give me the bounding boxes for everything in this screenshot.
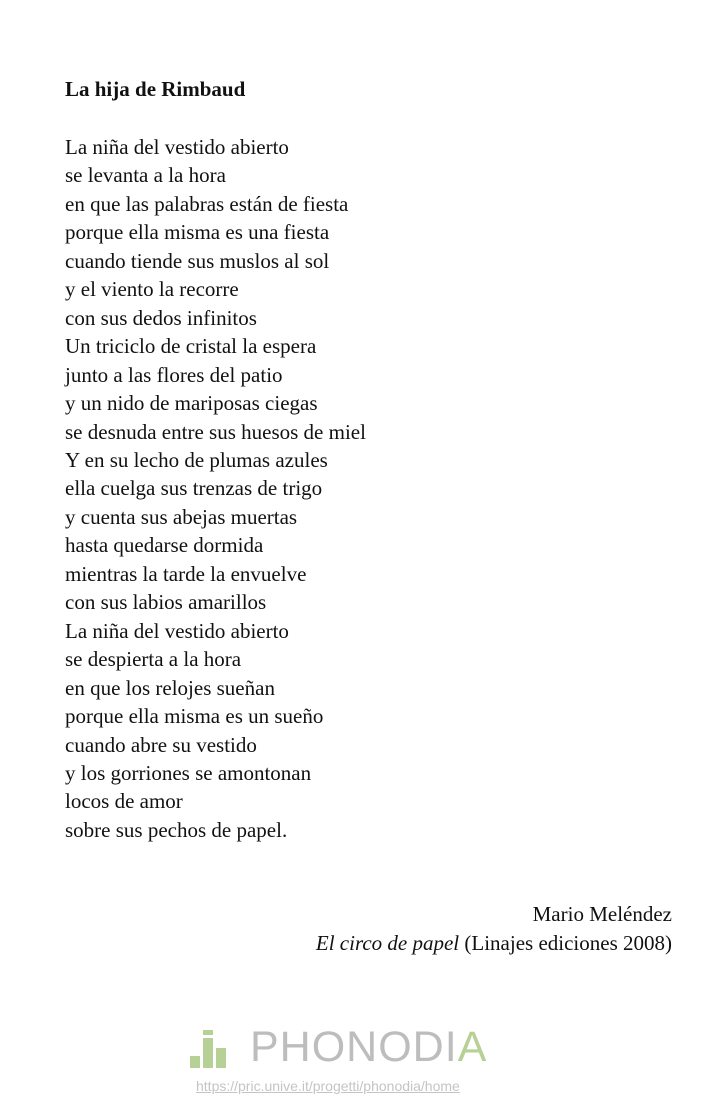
verse-line: ella cuelga sus trenzas de trigo bbox=[65, 476, 323, 501]
verse-line: La niña del vestido abierto bbox=[65, 618, 289, 643]
verse-line: locos de amor bbox=[65, 789, 183, 814]
poem-title: La hija de Rimbaud bbox=[65, 77, 246, 101]
book-title: El circo de papel bbox=[315, 931, 460, 955]
verse-line: Y en su lecho de plumas azules bbox=[65, 447, 328, 472]
verse-line: y el viento la recorre bbox=[65, 277, 239, 302]
verse-line: sobre sus pechos de papel. bbox=[65, 817, 288, 842]
verse-line: se desnuda entre sus huesos de miel bbox=[65, 419, 366, 444]
verse-line: con sus dedos infinitos bbox=[65, 305, 257, 330]
bar-chart-icon bbox=[190, 1030, 236, 1068]
logo-wordmark bbox=[250, 1023, 488, 1071]
poem-body bbox=[65, 133, 366, 844]
verse-line: Un triciclo de cristal la espera bbox=[65, 334, 317, 359]
source-line bbox=[316, 929, 672, 958]
publisher-info: (Linajes ediciones 2008) bbox=[459, 931, 672, 955]
verse-line: en que los relojes sueñan bbox=[65, 675, 275, 700]
verse-line: junto a las flores del patio bbox=[65, 362, 283, 387]
verse-line: en que las palabras están de fiesta bbox=[65, 191, 349, 216]
verse-line: y los gorriones se amontonan bbox=[65, 760, 312, 785]
phonodia-logo bbox=[190, 1023, 488, 1071]
verse-line: y un nido de mariposas ciegas bbox=[65, 391, 318, 416]
verse-line: con sus labios amarillos bbox=[65, 590, 267, 615]
logo-wordmark-main: PHONODI bbox=[250, 1023, 458, 1071]
author-name: Mario Meléndez bbox=[532, 902, 672, 926]
attribution bbox=[316, 900, 672, 958]
verse-line: se despierta a la hora bbox=[65, 647, 242, 672]
verse-line: porque ella misma es una fiesta bbox=[65, 220, 330, 245]
verse-line: hasta quedarse dormida bbox=[65, 533, 264, 558]
verse-line: mientras la tarde la envuelve bbox=[65, 561, 307, 586]
verse-line: y cuenta sus abejas muertas bbox=[65, 504, 298, 529]
verse-line: cuando tiende sus muslos al sol bbox=[65, 248, 330, 273]
verse-line: porque ella misma es un sueño bbox=[65, 704, 324, 729]
logo-wordmark-accent: A bbox=[457, 1023, 488, 1071]
verse-line: La niña del vestido abierto bbox=[65, 135, 289, 159]
verse-line: se levanta a la hora bbox=[65, 163, 226, 188]
verse-line: cuando abre su vestido bbox=[65, 732, 257, 757]
project-url-link[interactable]: https://pric.unive.it/progetti/phonodia/home bbox=[196, 1078, 460, 1094]
